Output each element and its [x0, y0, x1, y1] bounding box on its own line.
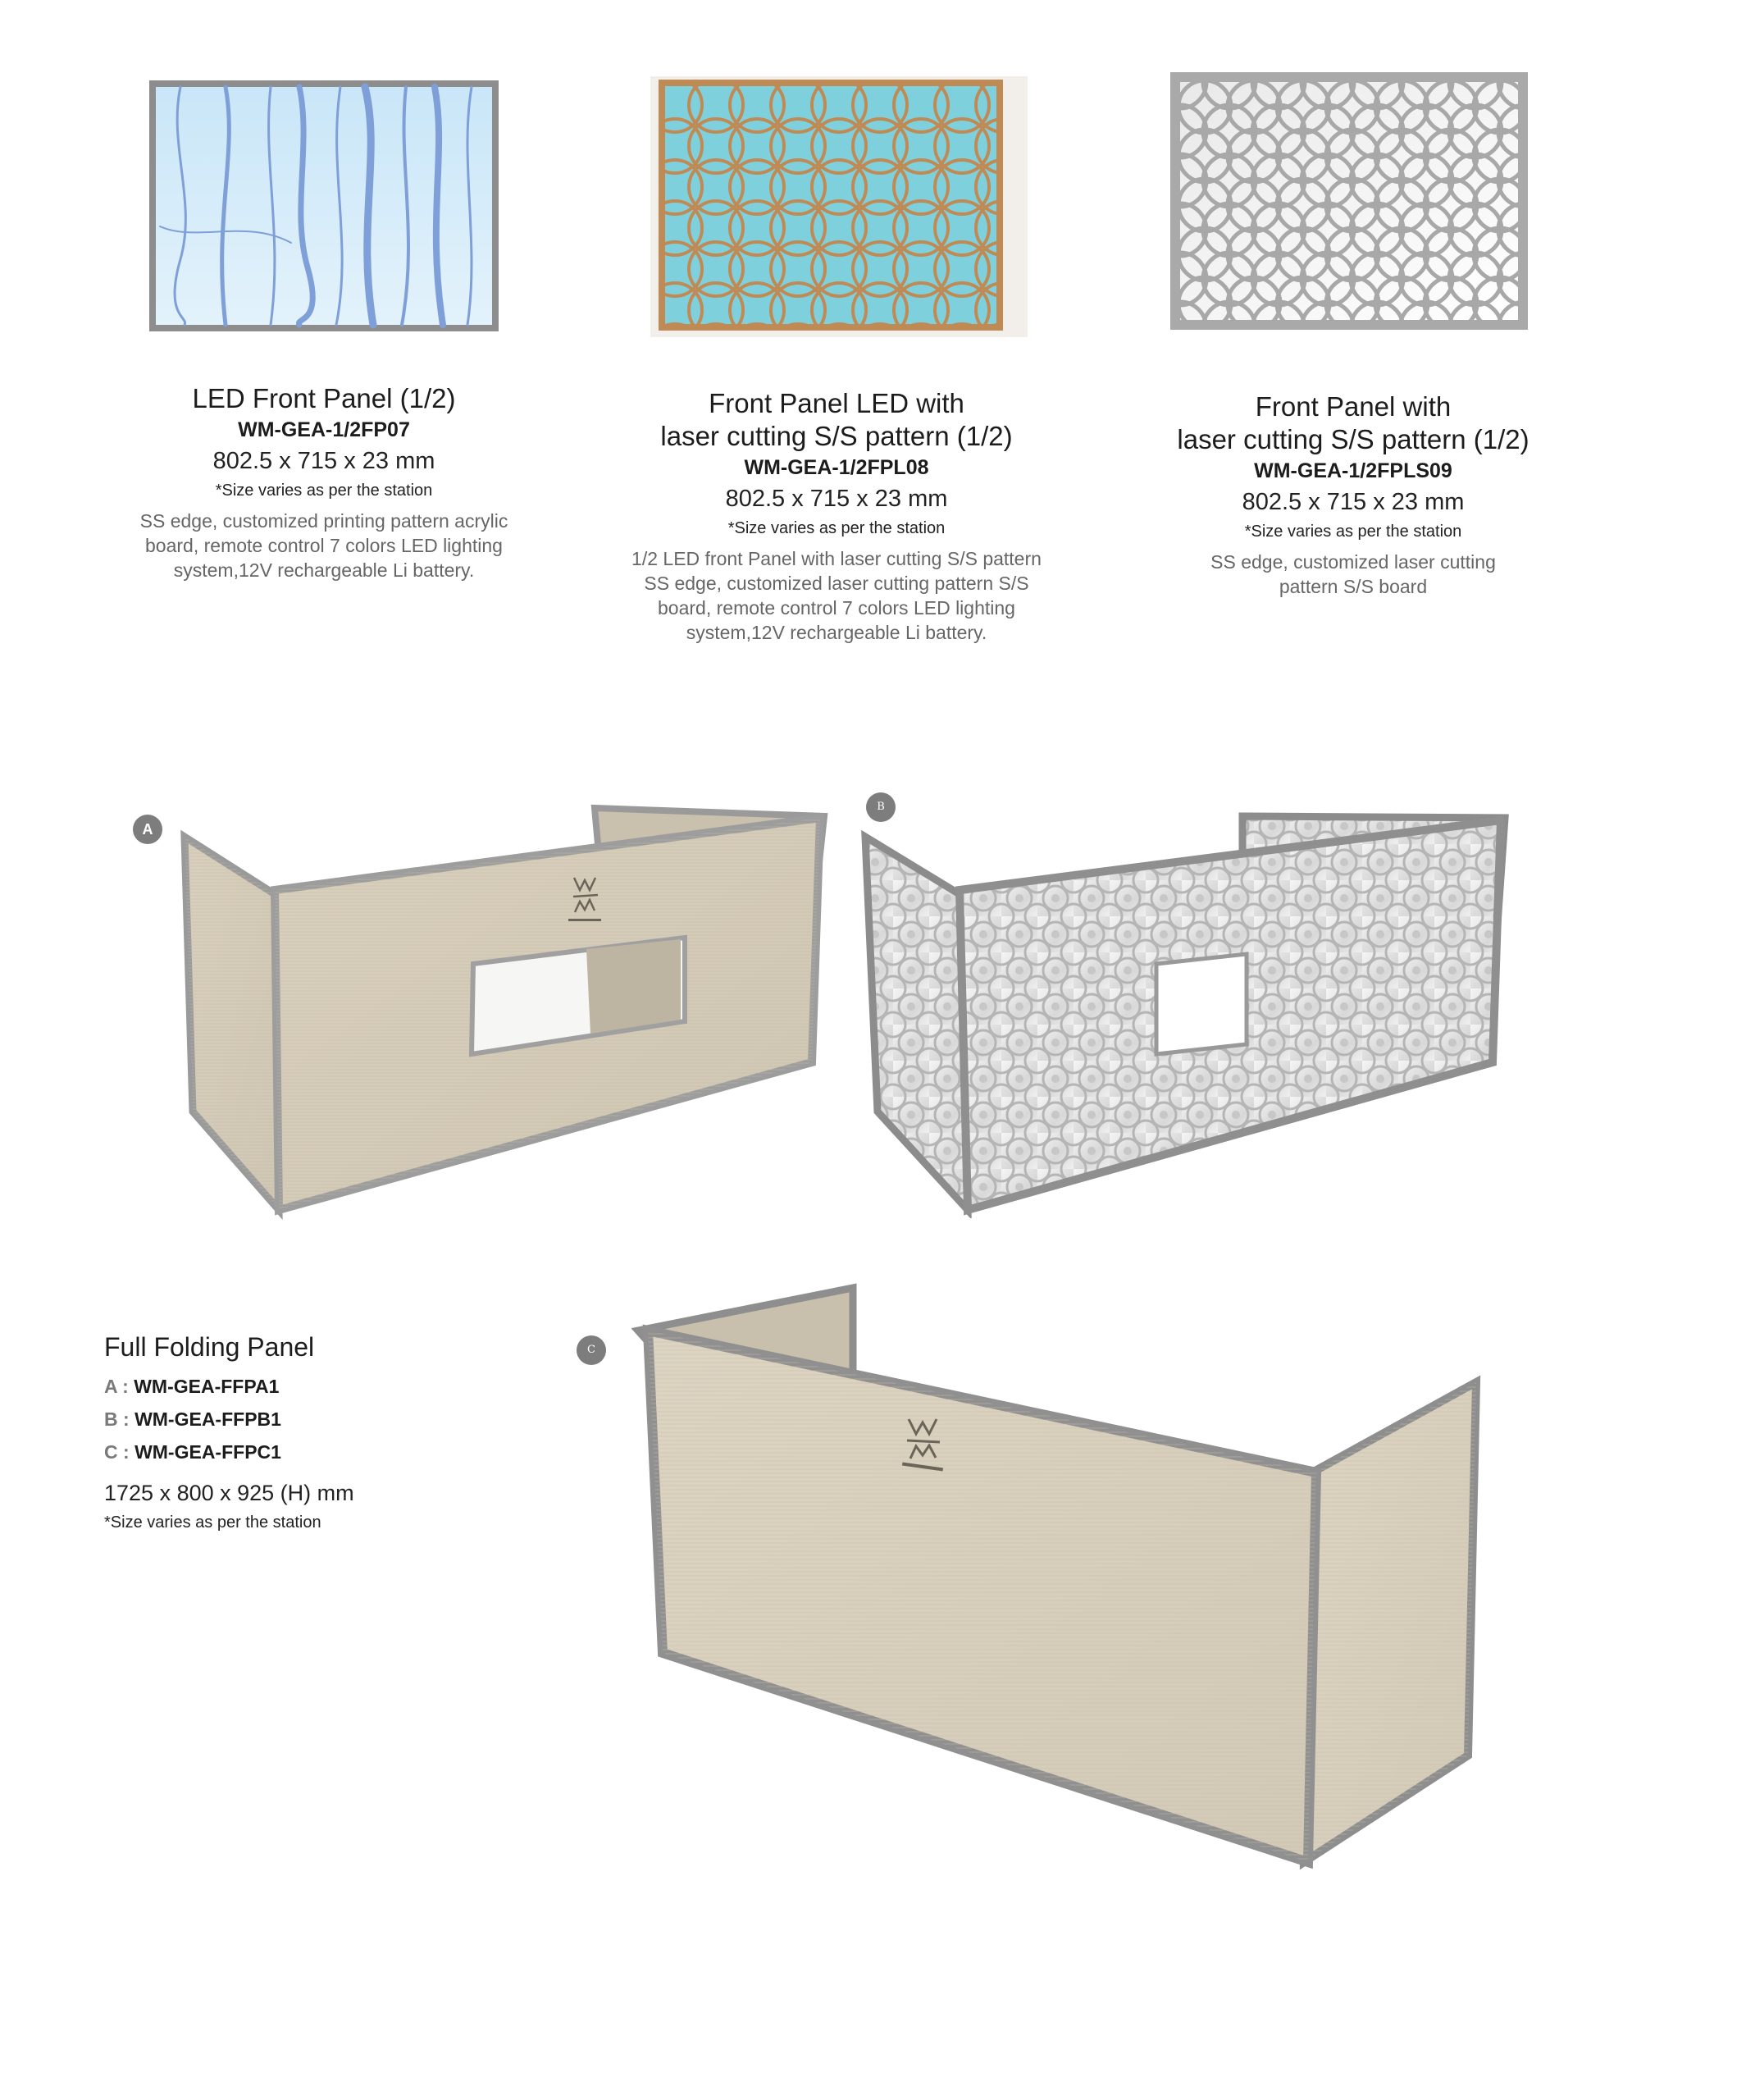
- panel-2-desc-line: board, remote control 7 colors LED lighting: [658, 597, 1015, 619]
- front-panel-laser-ss-image: [1169, 71, 1529, 331]
- panel-2-desc-line: system,12V rechargeable Li battery.: [686, 622, 987, 643]
- panel-2-desc-line: SS edge, customized laser cutting pattern S/S: [644, 573, 1029, 594]
- panel-2-note: *Size varies as per the station: [727, 519, 946, 537]
- model-code: WM-GEA-FFPB1: [134, 1408, 281, 1430]
- model-code-row: [104, 1370, 563, 1403]
- panel-2-code: WM-GEA-1/2FPL08: [744, 456, 929, 479]
- model-code-row: [104, 1403, 563, 1436]
- model-label: A :: [104, 1376, 129, 1397]
- panel-3-info: [1091, 390, 1616, 599]
- panel-3-desc-line: pattern S/S board: [1279, 576, 1428, 597]
- model-label: B :: [104, 1408, 130, 1430]
- badge-b: B: [866, 792, 896, 822]
- panel-1-size: 802.5 x 715 x 23 mm: [212, 448, 435, 474]
- panel-2-title-line: Front Panel LED with: [709, 388, 964, 418]
- model-code: WM-GEA-FFPC1: [134, 1441, 281, 1463]
- full-folding-title: Full Folding Panel: [104, 1332, 315, 1362]
- panel-1-note: *Size varies as per the station: [215, 482, 433, 500]
- panel-1-desc-line: board, remote control 7 colors LED lighting: [145, 535, 503, 556]
- panel-1-title: LED Front Panel (1/2): [192, 383, 456, 413]
- panel-1-desc-line: SS edge, customized printing pattern acrylic: [139, 510, 508, 532]
- model-label: C :: [104, 1441, 130, 1463]
- panel-1-desc-line: system,12V rechargeable Li battery.: [173, 559, 475, 581]
- panel-1-info: [82, 382, 566, 582]
- folding-panel-a-image: [176, 800, 832, 1226]
- panel-3-code: WM-GEA-1/2FPLS09: [1254, 459, 1452, 482]
- full-folding-info: [104, 1331, 563, 1536]
- model-code-row: [104, 1436, 563, 1468]
- panel-3-desc-line: SS edge, customized laser cutting: [1210, 551, 1496, 573]
- full-folding-size: 1725 x 800 x 925 (H) mm: [104, 1481, 354, 1505]
- panel-3-note: *Size varies as per the station: [1244, 523, 1462, 541]
- badge-a: A: [133, 815, 162, 844]
- badge-c: C: [577, 1335, 606, 1365]
- panel-2-info: [574, 387, 1099, 645]
- front-panel-led-laser-image: [650, 76, 1028, 337]
- folding-panel-c-image: [631, 1280, 1493, 1887]
- panel-2-title-line: laser cutting S/S pattern (1/2): [660, 421, 1013, 451]
- panel-3-title-line: Front Panel with: [1255, 391, 1452, 422]
- panel-1-code: WM-GEA-1/2FP07: [238, 418, 410, 441]
- full-folding-note: *Size varies as per the station: [104, 1513, 321, 1532]
- panel-3-title-line: laser cutting S/S pattern (1/2): [1177, 424, 1529, 454]
- folding-panel-b-image: [857, 808, 1513, 1218]
- led-front-panel-image: [148, 79, 500, 333]
- panel-3-size: 802.5 x 715 x 23 mm: [1242, 489, 1465, 515]
- panel-2-desc-line: 1/2 LED front Panel with laser cutting S/S pattern: [631, 548, 1042, 569]
- model-code: WM-GEA-FFPA1: [134, 1376, 280, 1397]
- panel-2-size: 802.5 x 715 x 23 mm: [725, 486, 948, 512]
